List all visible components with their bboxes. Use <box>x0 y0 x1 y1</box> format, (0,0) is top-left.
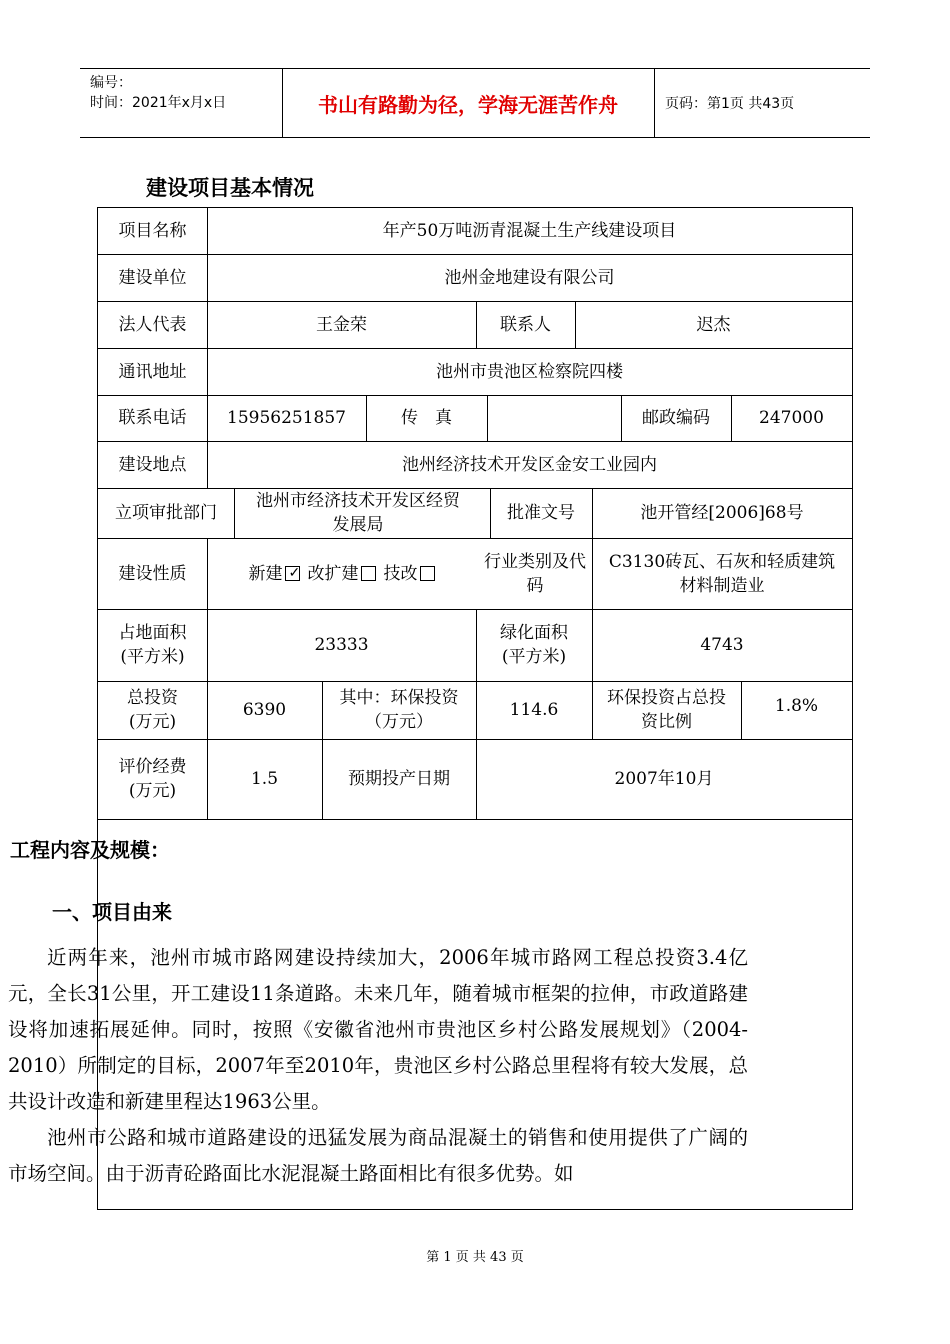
total-invest-value: 6390 <box>242 700 287 720</box>
header-meta <box>80 69 283 137</box>
number-label: 编号： <box>90 75 132 91</box>
content-subheading: 一、项目由来 <box>52 900 172 924</box>
industry-label: 行业类别及代码 <box>484 551 586 596</box>
nature-reform-label: 技改 <box>383 563 418 584</box>
approval-dept-label: 立项审批部门 <box>115 503 217 523</box>
total-invest-label: 总投资(万元) <box>127 688 178 732</box>
page-header <box>80 68 870 138</box>
nature-expand-checkbox[interactable] <box>361 566 376 581</box>
approval-no-value: 池开管经[2006]68号 <box>640 503 804 523</box>
project-name-label: 项目名称 <box>118 221 187 241</box>
prod-date-label: 预期投产日期 <box>348 769 450 789</box>
approval-no-label: 批准文号 <box>507 503 575 523</box>
nature-reform-checkbox[interactable] <box>420 566 435 581</box>
builder-value: 池州金地建设有限公司 <box>444 267 615 288</box>
builder-label: 建设单位 <box>118 267 187 288</box>
nature-new-checkbox[interactable] <box>285 566 300 581</box>
contact-value: 迟杰 <box>696 314 731 335</box>
site-label: 建设地点 <box>118 454 187 475</box>
address-value: 池州市贵池区检察院四楼 <box>436 361 623 382</box>
land-area-value: 23333 <box>314 635 369 655</box>
address-label: 通讯地址 <box>118 361 187 382</box>
nature-label: 建设性质 <box>118 563 187 584</box>
legal-rep-value: 王金荣 <box>316 314 367 335</box>
industry-value: C3130砖瓦、石灰和轻质建筑材料制造业 <box>608 551 836 596</box>
green-area-value: 4743 <box>700 635 744 655</box>
site-value: 池州经济技术开发区金安工业园内 <box>402 454 657 475</box>
prod-date-value: 2007年10月 <box>614 769 714 789</box>
env-invest-value: 114.6 <box>509 700 559 720</box>
project-name-value: 年产50万吨沥青混凝土生产线建设项目 <box>382 221 677 241</box>
green-area-label: 绿化面积(平方米) <box>500 623 568 667</box>
env-ratio-value: 1.8% <box>774 696 819 716</box>
nature-expand-label: 改扩建 <box>307 563 359 584</box>
paragraph-2: 池州市公路和城市道路建设的迅猛发展为商品混凝土的销售和使用提供了广阔的市场空间。由于沥青砼路面比水泥混凝土路面相比有很多优势。如 <box>8 1126 748 1185</box>
content-heading: 工程内容及规模： <box>10 838 170 862</box>
paragraph-1: 近两年来，池州市城市路网建设持续加大，2006年城市路网工程总投资3.4亿元，全长31公里，开工建设11条道路。未来几年，随着城市框架的拉伸，市政道路建设将加速拓展延伸。同时，按照《安徽省池州市贵池区乡村公路发展规划》（2004-2010）所制定的目标，2007年至2010年，贵池区乡村公路总里程将有较大发展，总共设计改造和新建里程达1963公里。 <box>8 946 748 1113</box>
legal-rep-label: 法人代表 <box>118 314 187 335</box>
postcode-label: 邮政编码 <box>642 408 710 428</box>
time-label: 时间：2021年x月x日 <box>90 95 227 111</box>
phone-label: 联系电话 <box>118 408 187 428</box>
phone-value: 15956251857 <box>227 408 346 428</box>
contact-label: 联系人 <box>500 314 551 335</box>
nature-options <box>207 538 476 609</box>
fax-label: 传 真 <box>401 408 452 428</box>
env-invest-label: 其中：环保投资（万元） <box>339 688 459 732</box>
approval-dept-value: 池州市经济技术开发区经贸发展局 <box>256 491 460 535</box>
fax-value <box>487 395 621 441</box>
header-motto: 书山有路勤为径，学海无涯苦作舟 <box>282 69 655 137</box>
eval-fee-label: 评价经费(万元) <box>118 757 187 801</box>
page-footer: 第 1 页 共 43 页 <box>426 1250 524 1265</box>
section-title: 建设项目基本情况 <box>146 176 314 200</box>
nature-new-label: 新建 <box>248 563 283 584</box>
postcode-value: 247000 <box>759 408 824 428</box>
eval-fee-value: 1.5 <box>250 769 279 789</box>
land-area-label: 占地面积(平方米) <box>118 623 187 667</box>
check-icon: ✓ <box>288 565 301 581</box>
header-page-info: 页码：第1页 共43页 <box>665 96 795 112</box>
env-ratio-label: 环保投资占总投资比例 <box>607 688 726 732</box>
